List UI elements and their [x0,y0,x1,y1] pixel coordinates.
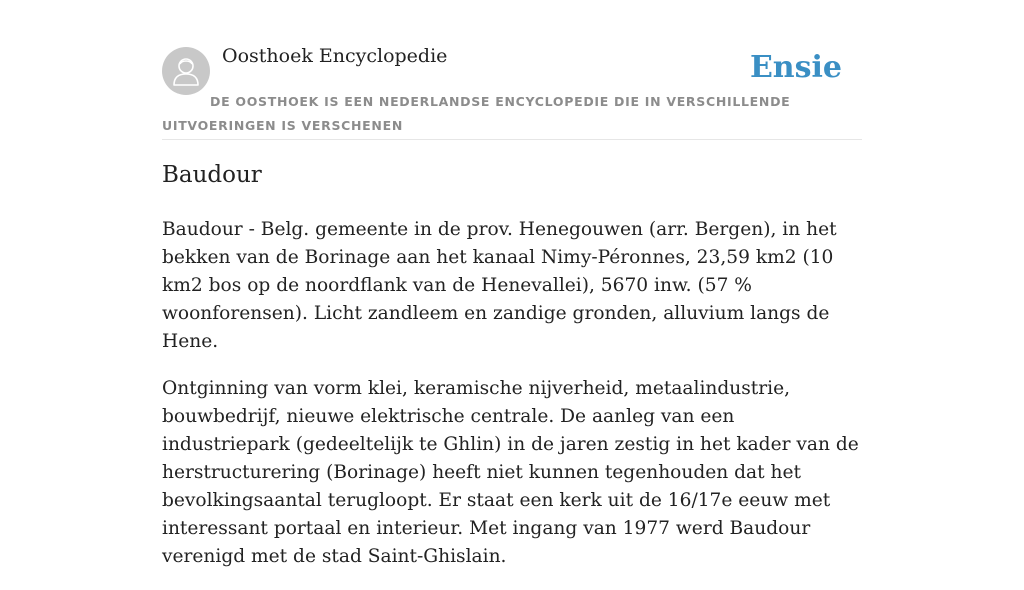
source-description: DE OOSTHOEK IS EEN NEDERLANDSE ENCYCLOPEDIE DIE IN VERSCHILLENDE UITVOERINGEN IS VERSCHENEN [162,94,791,133]
avatar[interactable] [162,47,210,95]
article-title: Baudour [162,162,262,188]
source-name[interactable]: Oosthoek Encyclopedie [222,45,448,67]
article-paragraph-1: Baudour - Belg. gemeente in de prov. Henegouwen (arr. Bergen), in het bekken van de Borinage aan het kanaal Nimy-Péronnes, 23,59 km2 (10 km2 bos op de noordflank van de Henevallei), 5670 inw. (57 % woonforensen). Licht zandleem en zandige gronden, alluvium langs de Hene. [162,219,837,352]
source-header [162,40,862,140]
article-body [162,216,862,590]
brand-logo[interactable]: Ensie [749,50,842,85]
user-icon [162,47,210,95]
article-paragraph-2: Ontginning van vorm klei, keramische nijverheid, metaalindustrie, bouwbedrijf, nieuwe elektrische centrale. De aanleg van een industriepark (gedeeltelijk te Ghlin) in de jaren zestig in het kader van de herstructurering (Borinage) heeft niet kunnen tegenhouden dat het bevolkingsaantal terugloopt. Er staat een kerk uit de 16/17e eeuw met interessant portaal en interieur. Met ingang van 1977 werd Baudour verenigd met de stad Saint-Ghislain. [162,378,859,567]
